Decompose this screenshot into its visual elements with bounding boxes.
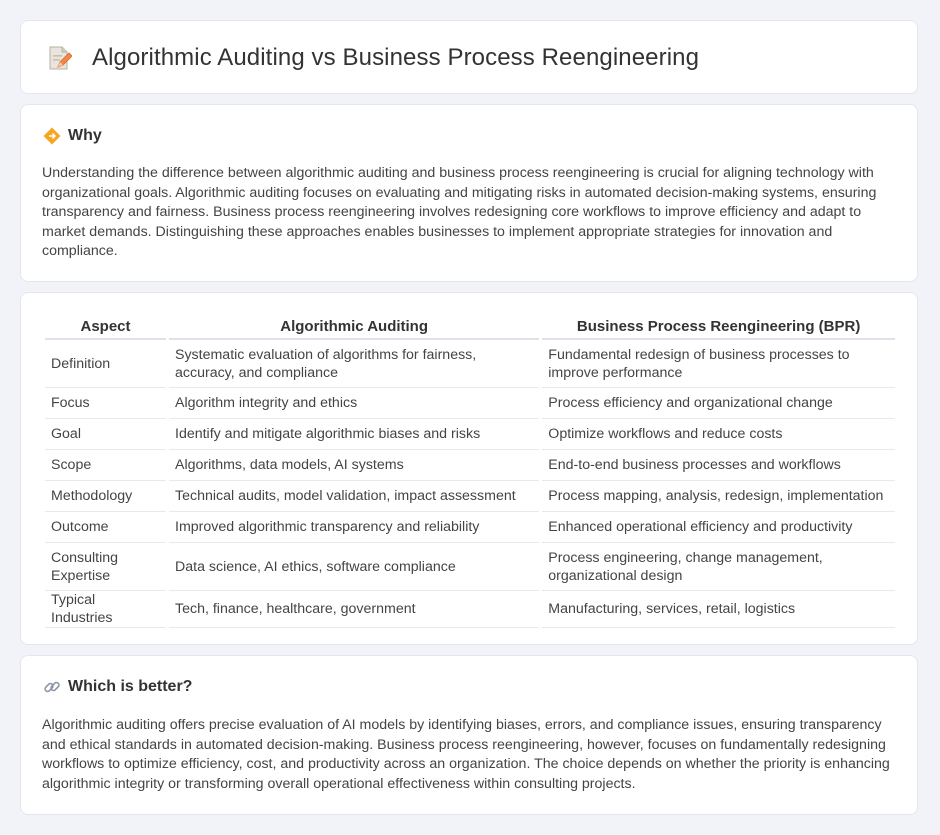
which-better-section (20, 655, 918, 815)
table-cell: Definition (45, 340, 166, 388)
column-header: Algorithmic Auditing (169, 315, 539, 340)
table-row (45, 419, 895, 450)
table-row (45, 388, 895, 419)
table-cell: Focus (45, 388, 166, 419)
comparison-table (42, 315, 898, 628)
table-cell: Typical Industries (45, 591, 166, 628)
link-icon (43, 678, 61, 696)
table-cell: Process efficiency and organizational change (542, 388, 895, 419)
table-cell: Enhanced operational efficiency and productivity (542, 512, 895, 543)
table-cell: Fundamental redesign of business processes to improve performance (542, 340, 895, 388)
table-cell: Algorithms, data models, AI systems (169, 450, 539, 481)
table-cell: Algorithm integrity and ethics (169, 388, 539, 419)
table-cell: Goal (45, 419, 166, 450)
table-cell: Optimize workflows and reduce costs (542, 419, 895, 450)
title-card (20, 20, 918, 94)
table-cell: Tech, finance, healthcare, government (169, 591, 539, 628)
why-text: Understanding the difference between algorithmic auditing and business process reengineering is crucial for aligning technology with organizational goals. Algorithmic auditing focuses on evaluating and mitigating risks in automated decision-making systems, ensuring transparency and fairness. Business process reengineering involves redesigning core workflows to improve efficiency and adapt to market demands. Distinguishing these approaches enables businesses to implement appropriate strategies for innovation and compliance. (42, 165, 877, 260)
which-better-text: Algorithmic auditing offers precise evaluation of AI models by identifying biases, errors, and compliance issues, ensuring transparency and ethical standards in automated decision-making. Business process reengineering, however, focuses on fundamentally redesigning workflows to optimize efficiency, cost, and productivity across an organization. The choice depends on whether the priority is enhancing algorithmic integrity or transforming overall operational effectiveness within consulting projects. (42, 717, 890, 792)
page-title: Algorithmic Auditing vs Business Process Reengineering (92, 44, 700, 71)
diamond-arrows-icon (43, 127, 61, 145)
column-header: Aspect (45, 315, 166, 340)
table-cell: Outcome (45, 512, 166, 543)
table-cell: Methodology (45, 481, 166, 512)
table-cell: Consulting Expertise (45, 543, 166, 591)
table-row (45, 591, 895, 628)
comparison-card (20, 292, 918, 645)
table-cell: End-to-end business processes and workflows (542, 450, 895, 481)
why-heading: Why (68, 127, 102, 144)
table-row (45, 450, 895, 481)
table-row (45, 340, 895, 388)
column-header: Business Process Reengineering (BPR) (542, 315, 895, 340)
which-better-heading: Which is better? (68, 678, 193, 695)
table-cell: Process engineering, change management, organizational design (542, 543, 895, 591)
table-cell: Data science, AI ethics, software compliance (169, 543, 539, 591)
table-cell: Technical audits, model validation, impact assessment (169, 481, 539, 512)
table-row (45, 512, 895, 543)
table-cell: Improved algorithmic transparency and reliability (169, 512, 539, 543)
table-cell: Systematic evaluation of algorithms for fairness, accuracy, and compliance (169, 340, 539, 388)
table-cell: Manufacturing, services, retail, logistics (542, 591, 895, 628)
table-cell: Scope (45, 450, 166, 481)
table-cell: Process mapping, analysis, redesign, implementation (542, 481, 895, 512)
table-row (45, 481, 895, 512)
document-edit-icon (46, 45, 72, 71)
table-cell: Identify and mitigate algorithmic biases and risks (169, 419, 539, 450)
table-row (45, 543, 895, 591)
why-section (20, 104, 918, 282)
